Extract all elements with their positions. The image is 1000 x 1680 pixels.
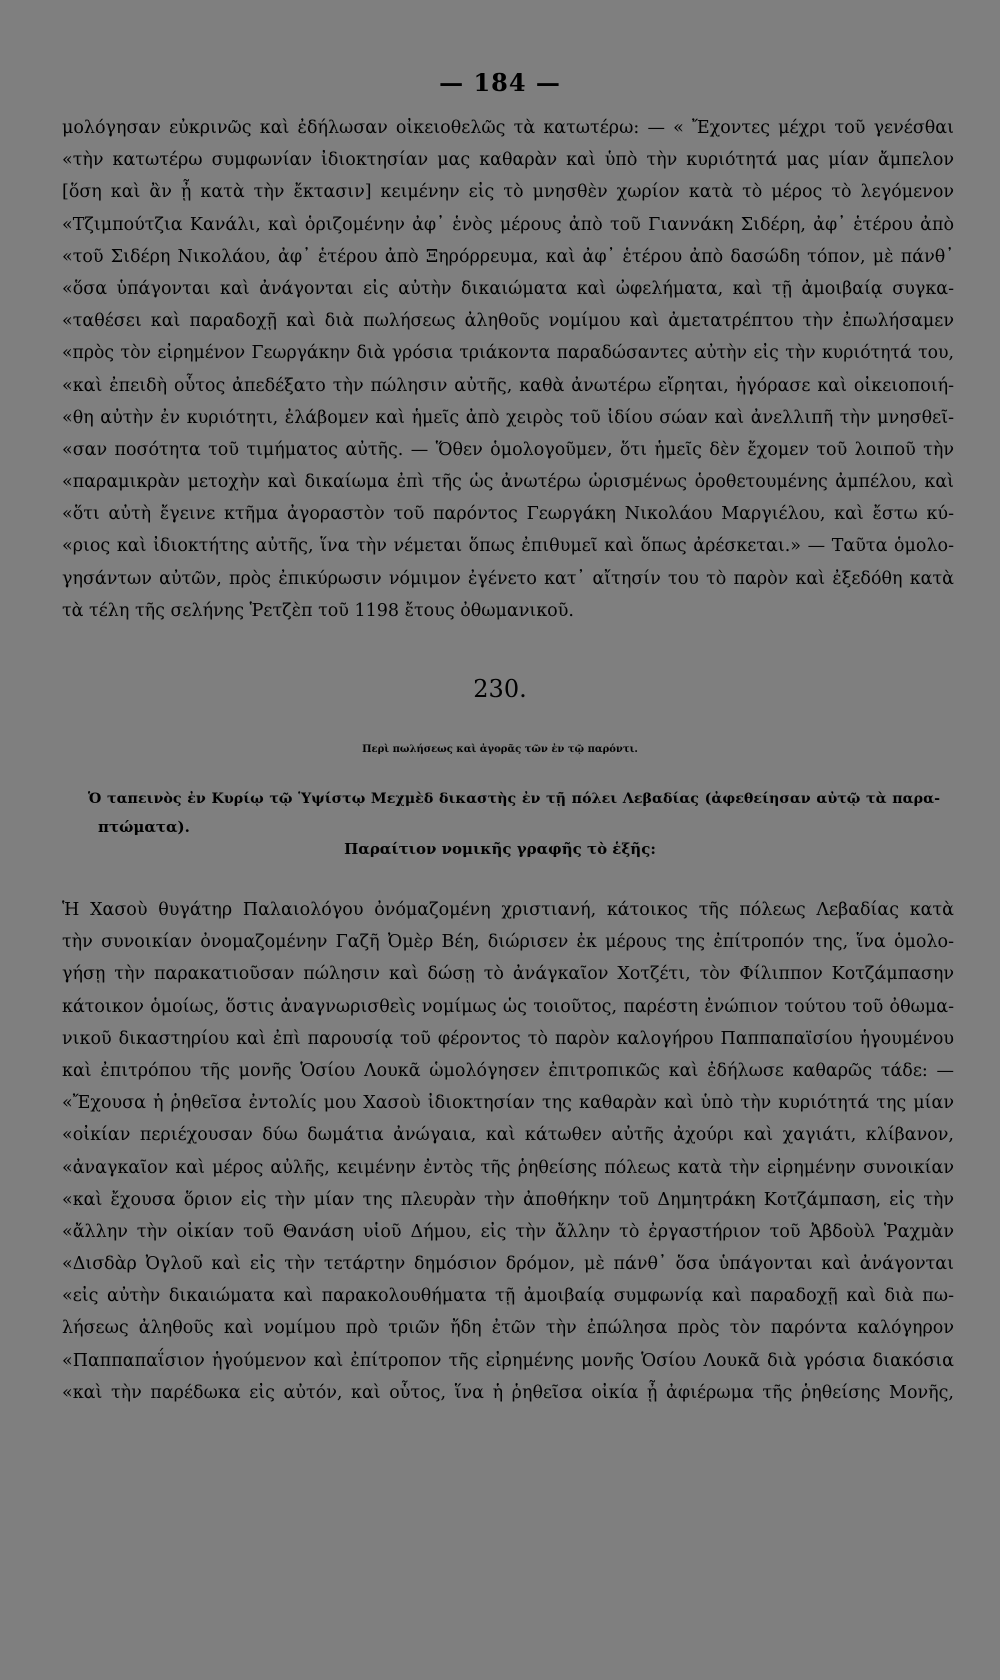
- text-line: «Παππαπαΐσιον ἡγούμενον καὶ ἐπίτροπον τῆς εἰρημένης μονῆς Ὁσίου Λουκᾶ διὰ γρόσια διακόσια: [62, 1350, 954, 1371]
- addressee-line: Ὁ ταπεινὸς ἐν Κυρίῳ τῷ Ὑψίστῳ Μεχμὲδ δικαστὴς ἐν τῇ πόλει Λεβαδίας (ἀφεθείησαν αὐτῷ τὰ παρα-: [88, 791, 940, 807]
- text-line: καὶ ἐπιτρόπου τῆς μονῆς Ὁσίου Λουκᾶ ὡμολόγησεν ἐπιτροπικῶς καὶ ἐδήλωσε καθαρῶς τάδε: —: [62, 1060, 954, 1081]
- text-line: γησάντων αὐτῶν, πρὸς ἐπικύρωσιν νόμιμον ἐγένετο κατ᾽ αἴτησίν του τὸ παρὸν καὶ ἐξεδόθη κατὰ: [62, 568, 954, 589]
- document-number: 230.: [473, 675, 527, 703]
- text-line: μολόγησαν εὐκρινῶς καὶ ἐδήλωσαν οἰκειοθελῶς τὰ κατωτέρω: — « Ἔχοντες μέχρι τοῦ γενέσθαι: [62, 118, 954, 138]
- text-line: νικοῦ δικαστηρίου καὶ ἐπὶ παρουσίᾳ τοῦ φέροντος τὸ παρὸν καλογήρου Παππαπαϊσίου ἡγουμένου: [62, 1028, 954, 1049]
- text-line: «καὶ ἐπειδὴ οὗτος ἀπεδέξατο τὴν πώλησιν αὐτῆς, καθὰ ἀνωτέρω εἴρηται, ἠγόρασε καὶ οἰκειοποιή-: [62, 375, 954, 396]
- text-line: [ὅση καὶ ἂν ᾖ κατὰ τὴν ἔκτασιν] κειμένην εἰς τὸ μνησθὲν χωρίον κατὰ τὸ μέρος τὸ λεγόμενον: [62, 182, 954, 203]
- text-line: «πρὸς τὸν εἰρημένον Γεωργάκην διὰ γρόσια τριάκοντα παραδώσαντες αὐτὴν εἰς τὴν κυριότητά του,: [62, 343, 954, 364]
- text-line: «καὶ τὴν παρέδωκα εἰς αὐτόν, καὶ οὗτος, ἵνα ἡ ῥηθεῖσα οἰκία ᾖ ἀφιέρωμα τῆς ῥηθείσης Μονῆς,: [62, 1382, 954, 1403]
- text-line: «οἰκίαν περιέχουσαν δύω δωμάτια ἀνώγαια, καὶ κάτωθεν αὐτῆς ἀχούρι καὶ χαγιάτι, κλίβανον,: [62, 1125, 954, 1146]
- document-heading: Παραίτιον νομικῆς γραφῆς τὸ ἑξῆς:: [344, 840, 656, 858]
- text-line: κάτοικον ὁμοίως, ὅστις ἀναγνωρισθεὶς νομίμως ὡς τοιοῦτος, παρέστη ἐνώπιον τούτου τοῦ ὀθωμα-: [62, 996, 954, 1017]
- text-line: γήσῃ τὴν παρακατιοῦσαν πώλησιν καὶ δώσῃ τὸ ἀνάγκαῖον Χοτζέτι, τὸν Φίλιππον Κοτζάμπασην: [62, 964, 954, 985]
- text-line: «ριος καὶ ἰδιοκτήτης αὐτῆς, ἵνα τὴν νέμεται ὅπως ἐπιθυμεῖ καὶ ὅπως ἀρέσκεται.» — Ταῦτα ὁμολο-: [62, 536, 954, 557]
- paragraph-sale-vineyard: [62, 112, 954, 627]
- paragraph-sale-house: [62, 894, 954, 1409]
- document-subject: Περὶ πωλήσεως καὶ ἀγορᾶς τῶν ἐν τῷ παρόντι.: [362, 744, 638, 755]
- text-line: «θη αὐτὴν ἐν κυριότητι, ἐλάβομεν καὶ ἡμεῖς ἀπὸ χειρὸς τοῦ ἰδίου σώαν καὶ ἀνελλιπῆ τὴν μνησθεῖ-: [62, 407, 954, 428]
- text-line: «σαν ποσότητα τοῦ τιμήματος αὐτῆς. — Ὅθεν ὁμολογοῦμεν, ὅτι ἡμεῖς δὲν ἔχομεν τοῦ λοιποῦ τὴν: [62, 439, 954, 460]
- text-line: «ὅσα ὑπάγονται καὶ ἀνάγονται εἰς αὐτὴν δικαιώματα καὶ ὠφελήματα, καὶ τῇ ἀμοιβαίᾳ συγκα-: [62, 278, 954, 299]
- text-line: «ἄλλην τὴν οἰκίαν τοῦ Θανάση υἱοῦ Δήμου, εἰς τὴν ἄλλην τὸ ἐργαστήριον τοῦ Ἀβδοὺλ Ῥαχμὰν: [62, 1221, 954, 1242]
- text-line: «παραμικρὰν μετοχὴν καὶ δικαίωμα ἐπὶ τῆς ὡς ἀνωτέρω ὡρισμένως ὁροθετουμένης ἀμπέλου, καὶ: [62, 472, 954, 493]
- text-line: «ὅτι αὐτὴ ἔγεινε κτῆμα ἀγοραστὸν τοῦ παρόντος Γεωργάκη Νικολάου Μαργιέλου, καὶ ἔστω κύ-: [62, 504, 954, 525]
- text-line: τὴν συνοικίαν ὀνομαζομένην Γαζῆ Ὀμὲρ Βέη, διώρισεν ἐκ μέρους της ἐπίτροπόν της, ἵνα ὁμολο-: [62, 932, 954, 953]
- text-line: «τοῦ Σιδέρη Νικολάου, ἀφ᾽ ἑτέρου ἀπὸ Ξηρόρρευμα, καὶ ἀφ᾽ ἑτέρου ἀπὸ δασώδη τόπον, μὲ πάνθ᾽: [62, 246, 954, 267]
- text-line: τὰ τέλη τῆς σελήνης Ῥετζὲπ τοῦ 1198 ἔτους ὀθωμανικοῦ.: [62, 600, 574, 621]
- text-line: «τὴν κατωτέρω συμφωνίαν ἰδιοκτησίαν μας καθαρὰν καὶ ὑπὸ τὴν κυριότητά μας μίαν ἄμπελον: [62, 150, 954, 171]
- text-line: «Ἔχουσα ἡ ῥηθεῖσα ἐντολίς μου Χασοὺ ἰδιοκτησίαν της καθαρὰν καὶ ὑπὸ τὴν κυριότητά της μίαν: [62, 1093, 954, 1114]
- text-line: Ἡ Χασοὺ θυγάτηρ Παλαιολόγου ὀνόμαζομένη χριστιανή, κάτοικος τῆς πόλεως Λεβαδίας κατὰ: [62, 900, 954, 920]
- addressee-line: πτώματα).: [98, 818, 190, 836]
- text-line: «εἰς αὐτὴν δικαιώματα καὶ παρακολουθήματα τῇ ἀμοιβαίᾳ συμφωνίᾳ καὶ παραδοχῇ καὶ διὰ πω-: [62, 1286, 954, 1307]
- text-line: «Δισδὰρ Ὀγλοῦ καὶ εἰς τὴν τετάρτην δημόσιον δρόμον, μὲ πάνθ᾽ ὅσα ὑπάγονται καὶ ἀνάγονται: [62, 1254, 954, 1275]
- text-line: «ἀναγκαῖον καὶ μέρος αὐλῆς, κειμένην ἐντὸς τῆς ῥηθείσης πόλεως κατὰ τὴν εἰρημένην συνοικίαν: [62, 1157, 954, 1178]
- text-line: «Τζιμπούτζια Κανάλι, καὶ ὁριζομένην ἀφ᾽ ἑνὸς μέρους ἀπὸ τοῦ Γιαννάκη Σιδέρη, ἀφ᾽ ἑτέρου ἀπὸ: [62, 214, 954, 235]
- page-number: — 184 —: [439, 68, 561, 97]
- text-line: «ταθέσει καὶ παραδοχῇ καὶ διὰ πωλήσεως ἀληθοῦς νομίμου καὶ ἀμετατρέπτου τὴν ἐπωλήσαμεν: [62, 311, 954, 332]
- text-line: λήσεως ἀληθοῦς καὶ νομίμου πρὸ τριῶν ἤδη ἐτῶν τὴν ἐπώλησα πρὸς τὸν παρόντα καλόγηρον: [62, 1318, 954, 1339]
- text-line: «καὶ ἔχουσα ὅριον εἰς τὴν μίαν της πλευρὰν τὴν ἀποθήκην τοῦ Δημητράκη Κοτζάμπαση, εἰς τὴν: [62, 1189, 954, 1210]
- addressee-heading: [88, 785, 940, 841]
